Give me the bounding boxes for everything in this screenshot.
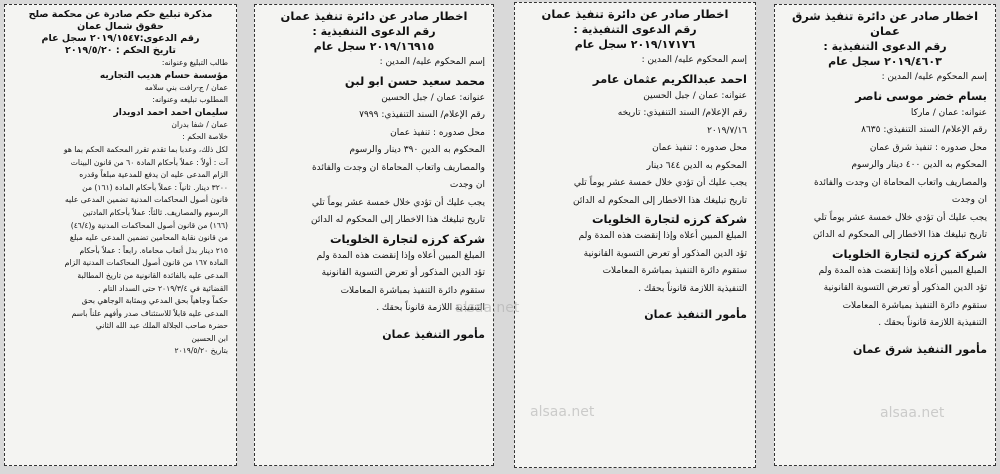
- debtor-address: عنوانه: عمان / جبل الحسين: [381, 92, 485, 103]
- watermark: alsaa.net: [880, 405, 945, 421]
- debtor-name: محمد سعيد حسن ابو لبن: [344, 73, 485, 88]
- issued-at: محل صدوره : تنفيذ عمان: [390, 127, 485, 138]
- plaintiff-address: عمان / ج-رافت بني سلامه: [144, 82, 228, 92]
- body-line: المدعى عليه بالفائدة القانونية من تاريخ المطالبة: [77, 270, 228, 280]
- notice-enforcement-2: [254, 4, 494, 466]
- notice-title: اخطار صادر عن دائرة تنفيذ شرق عمان: [791, 9, 979, 38]
- defendant-label: المطلوب تبليغه وعنوانه:: [152, 95, 228, 105]
- case-label: رقم الدعوى التنفيذية :: [312, 25, 436, 38]
- case-number: ٢٠١٩/٤٦٠٣ سجل عام: [828, 55, 942, 68]
- decree-date: ٢٠١٩/٧/١٦: [707, 125, 747, 136]
- warning-text: ستقوم دائرة التنفيذ بمباشرة المعاملات: [842, 300, 987, 311]
- amount: المحكوم به الدين ٦٤٤ دينار: [646, 160, 747, 171]
- body-line: ابن الحسين: [191, 333, 228, 343]
- deadline-text: يجب عليك أن تؤدي خلال خمسة عشر يوماً تلي: [573, 178, 747, 188]
- warning-text: ستقوم دائرة التنفيذ بمباشرة المعاملات: [340, 285, 485, 296]
- warning-text: المبلغ المبين أعلاه وإذا إنقضت هذه المدة ولم: [818, 265, 987, 276]
- decree-number: رقم الإعلام/ السند التنفيذي: ٨٦٣٥: [861, 125, 987, 135]
- body-line: آت : أولاً : عملاً بأحكام المادة ٦٠ من قانون البينات: [70, 157, 228, 167]
- decree-number: رقم الإعلام/ السند التنفيذي: ٧٩٩٩: [359, 110, 485, 120]
- signature-officer: مأمور التنفيذ عمان: [644, 308, 747, 321]
- warning-text: التنفيذية اللازمة قانوناً بحقك .: [878, 318, 987, 328]
- notice-title: اخطار صادر عن دائرة تنفيذ عمان: [280, 9, 468, 23]
- judgment-date: تاريخ الحكم : ٢٠١٩/٥/٢٠: [65, 45, 176, 56]
- warning-text: تؤد الدين المذكور أو تعرض التسوية القانونية: [583, 248, 747, 259]
- debtor-address: عنوانه: عمان / ماركا: [910, 107, 987, 118]
- notice-enforcement-4: [774, 4, 996, 466]
- body-line: (١٦٦) من قانون أصول المحاكمات المدنية و(٤٦/٤): [70, 220, 228, 230]
- warning-text: تؤد الدين المذكور أو تعرض التسوية القانونية: [321, 268, 485, 278]
- deadline-text: تاريخ تبليغك هذا الاخطار إلى المحكوم له الدائن: [813, 230, 987, 240]
- watermark: alsaa.net: [455, 300, 520, 316]
- signature-officer: مأمور التنفيذ عمان: [382, 327, 485, 341]
- warning-text: المبلغ المبين أعلاه وإذا إنقضت هذه المدة ولم: [316, 250, 485, 261]
- debtor-name: بسام خضر موسى ناصر: [855, 88, 987, 103]
- debtor-label: إسم المحكوم عليه/ المدين :: [881, 72, 987, 82]
- case-label: رقم الدعوى التنفيذية :: [823, 40, 947, 53]
- decree-number: رقم الإعلام/ السند التنفيذي: تاريخه: [617, 108, 747, 118]
- amount: المحكوم به الدين ٣٩٠ دينار والرسوم: [349, 145, 485, 155]
- deadline-text: تاريخ تبليغك هذا الاخطار إلى المحكوم له الدائن: [311, 215, 485, 225]
- creditor-name: شركة كرزه لتجارة الخلويات: [831, 246, 987, 261]
- body-line: من قانون نقابة المحامين تضمين المدعى عليه مبلغ: [69, 233, 228, 243]
- deadline-text: تاريخ تبليغك هذا الاخطار إلى المحكوم له الدائن: [573, 195, 747, 206]
- debtor-name: احمد عبدالكريم عثمان عامر: [592, 71, 747, 86]
- warning-text: تؤد الدين المذكور أو تعرض التسوية القانونية: [823, 283, 987, 293]
- body-line: لكل ذلك، وعدبا بما تقدم تقرر المحكمة الحكم بما هو: [63, 144, 228, 154]
- notice-title: مذكرة تبليغ حكم صادرة عن محكمة صلح حقوق شمال عمان: [28, 9, 213, 32]
- debtor-label: إسم المحكوم عليه/ المدين :: [641, 55, 747, 65]
- body-line: الرسوم والمصاريف. ثالثاً: عملاً بأحكام المادتين: [82, 207, 228, 217]
- amount-cont: ان وجدت: [951, 195, 987, 205]
- body-line: المدعى عليه قابلاً للاستئناف صدر وأفهم علناً باسم: [71, 308, 228, 318]
- case-number: رقم الدعوى:٢٠١٩/١٥٤٧ سجل عام: [41, 33, 200, 44]
- creditor-name: شركة كرزه لتجارة الخلويات: [591, 212, 747, 226]
- amount-cont: ان وجدت: [449, 180, 485, 190]
- warning-text: المبلغ المبين أعلاه وإذا إنقضت هذه المدة ولم: [578, 231, 747, 241]
- watermark: alsaa.net: [530, 404, 595, 420]
- body-line: الزام المدعى عليه ان يدفع للمدعية مبلغاً وقدره: [79, 170, 228, 180]
- case-label: رقم الدعوى التنفيذية :: [573, 23, 697, 36]
- body-line: المادة ١٦٧ من قانون أصول المحاكمات المدنية الزام: [64, 258, 228, 268]
- warning-text: ستقوم دائرة التنفيذ بمباشرة المعاملات: [602, 266, 747, 276]
- body-line: ٢١٥ دينار بدل أتعاب محاماة. رابعاً : عملاً بأحكام: [79, 245, 228, 255]
- case-number: ٢٠١٩/١٦٩١٥ سجل عام: [313, 40, 435, 53]
- case-number: ٢٠١٩/١٧١٧٦ سجل عام: [574, 38, 696, 51]
- body-line: قانون أصول المحاكمات المدنية تضمين المدعى عليه: [64, 195, 228, 205]
- notice-judgment: [4, 4, 237, 466]
- warning-text: التنفيذية اللازمة قانوناً بحقك .: [376, 303, 485, 313]
- body-line: حضرة صاحب الجلالة الملك عبد الله الثاني: [95, 321, 228, 331]
- deadline-text: يجب عليك أن تؤدي خلال خمسة عشر يوماً تلي: [311, 197, 485, 208]
- plaintiff-label: طالب التبليغ وعنوانه:: [161, 58, 228, 67]
- creditor-name: شركة كرزه لتجارة الخلويات: [329, 231, 485, 246]
- summary-label: خلاصة الحكم :: [182, 132, 228, 142]
- notice-title: اخطار صادر عن دائرة تنفيذ عمان: [541, 7, 729, 21]
- amount-cont: والمصاريف واتعاب المحاماة ان وجدت والفائدة: [311, 162, 485, 173]
- defendant-address: عمان / شفا بدران: [171, 119, 228, 129]
- issued-at: محل صدوره : تنفيذ عمان: [652, 143, 747, 153]
- debtor-label: إسم المحكوم عليه/ المدين :: [379, 57, 485, 67]
- notice-enforcement-3: [514, 2, 756, 468]
- body-line: ٣٢٠٠ دينار. ثانياً : عملاً بأحكام المادة (١٦١) من: [82, 182, 228, 192]
- debtor-address: عنوانه: عمان / جبل الحسين: [643, 90, 747, 101]
- plaintiff-name: مؤسسة حسام هديب التجاريه: [99, 70, 228, 81]
- body-line: بتاريخ ٢٠١٩/٥/٢٠: [174, 346, 228, 356]
- amount-cont: والمصاريف واتعاب المحاماة ان وجدت والفائدة: [813, 177, 987, 188]
- issued-at: محل صدوره : تنفيذ شرق عمان: [869, 142, 987, 153]
- signature-officer: مأمور التنفيذ شرق عمان: [852, 342, 987, 356]
- defendant-name: سليمان احمد احمد ادويدار: [113, 107, 228, 118]
- amount: المحكوم به الدين ٤٠٠ دينار والرسوم: [851, 160, 987, 170]
- deadline-text: يجب عليك أن تؤدي خلال خمسة عشر يوماً تلي: [813, 212, 987, 223]
- body-line: حكماً وجاهياً بحق المدعي وبمثابة الوجاهي بحق: [81, 296, 228, 306]
- warning-text: التنفيذية اللازمة قانوناً بحقك .: [638, 283, 747, 294]
- body-line: القضائية في ٢٠١٩/٣/٤ حتى السداد التام .: [98, 283, 228, 293]
